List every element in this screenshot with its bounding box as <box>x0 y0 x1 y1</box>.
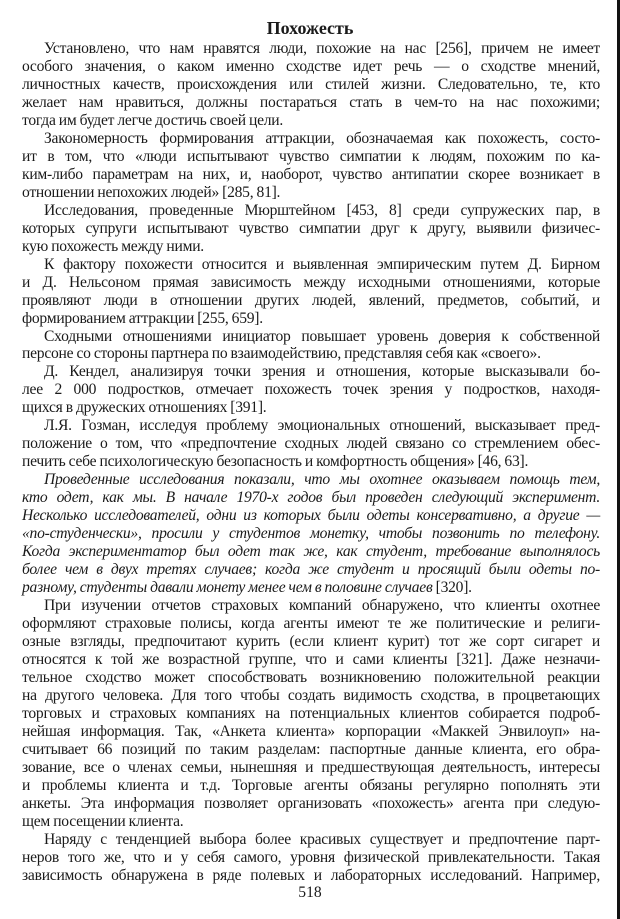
text-line <box>22 669 600 687</box>
line-text: Когда экспериментатор был одет так же, как студент, требование выполнялось <box>22 543 600 561</box>
text-line <box>22 166 600 184</box>
line-text: относятся к той же возрастной группе, что и сами клиенты [321]. Даже незначи- <box>22 650 600 668</box>
text-line <box>22 687 600 705</box>
text-line <box>22 220 600 238</box>
text-line <box>22 381 600 399</box>
text-line <box>22 705 600 723</box>
text-line <box>22 633 600 651</box>
paragraph <box>22 130 600 202</box>
text-line <box>22 130 600 148</box>
line-text: Установлено, что нам нравятся люди, похожие на нас [256], причем не имеет <box>44 40 600 57</box>
line-text: зование, все о членах семьи, нынешняя и предшествующая деятельность, интересы <box>22 758 600 776</box>
line-text: ит в том, что «люди испытывают чувство симпатии к людям, похожим по ка- <box>22 147 600 165</box>
line-text: ким-либо параметрам на них, и, наоборот, чувство антипатии скорее возникает в <box>22 165 600 183</box>
paragraph <box>22 202 600 256</box>
paragraph <box>22 597 600 831</box>
line-text: разному, студенты давали монету менее чем в половине случаев <box>22 579 433 597</box>
line-text: оформляют страховые полисы, когда агенты имеют те же политические и религи- <box>22 615 600 632</box>
text-line <box>22 849 600 867</box>
line-text: особого значения, о каком именно сходстве идет речь — о сходстве мнений, <box>22 57 600 75</box>
line-text: лее 2 000 подростков, отмечает похожесть точек зрения у подростков, находя- <box>22 381 600 399</box>
line-text: Несколько исследователей, одни из которых были одеты консервативно, а другие — <box>22 507 600 525</box>
section-title: Похожесть <box>266 18 354 38</box>
text-line <box>22 184 600 202</box>
line-text: личностных качеств, происхождения или стилей жизни. Следовательно, те, кто <box>22 75 600 93</box>
line-text: желает нам нравиться, должны постараться стать в чем-то на нас похожими; <box>22 93 600 111</box>
line-text: кто одет, как мы. В начале 1970-х годов был проведен следующий эксперимент. <box>22 489 600 507</box>
text-line <box>22 615 600 633</box>
line-text: торговых и страховых компаниях на потенциальных клиентов собирается подроб- <box>22 704 600 722</box>
text-line <box>22 831 600 849</box>
paragraph <box>22 417 600 471</box>
text-line <box>22 579 600 597</box>
text-line <box>22 651 600 669</box>
line-text: При изучении отчетов страховых компаний обнаружено, что клиенты охотнее <box>44 597 600 615</box>
text-line <box>22 813 600 831</box>
text-line <box>22 399 600 417</box>
body-text <box>22 40 600 885</box>
text-line <box>22 40 600 58</box>
line-text: тельное сходство может способствовать возникновению положительной реакции <box>22 668 600 686</box>
line-text: озные взгляды, предпочитают курить (если клиент курит) тот же сорт сигарет и <box>22 632 600 650</box>
text-line <box>22 417 600 435</box>
text-line <box>22 759 600 777</box>
line-text: неров того же, что и у себя самого, уровня физической привлекательности. Такая <box>22 848 600 866</box>
text-line <box>22 328 600 346</box>
paragraph <box>22 831 600 885</box>
text-line <box>22 292 600 310</box>
line-text: анкеты. Эта информация позволяет организовать «похожесть» агента при следую- <box>22 794 600 812</box>
text-line <box>22 58 600 76</box>
line-text: Наряду с тенденцией выбора более красивых существует и предпочтение парт- <box>44 830 600 848</box>
line-text: проявляют люди в отношении других людей, явлений, предметов, событий, и <box>22 291 600 309</box>
text-line <box>22 310 600 328</box>
paragraph <box>22 256 600 328</box>
line-text: положение о том, что «предпочтение сходных людей связано со стремлением обес- <box>22 435 600 453</box>
text-line <box>22 453 600 471</box>
text-line <box>22 741 600 759</box>
line-text: щем посещении клиента. <box>22 812 184 830</box>
line-text: на другого человека. Для того чтобы создать видимость сходства, в процветающих <box>22 686 600 704</box>
line-text: нейшая информация. Так, «Анкета клиента» корпорации «Маккей Энвилоуп» на- <box>22 722 600 740</box>
line-text: формированием аттракции [255, 659]. <box>22 309 263 327</box>
line-text: и проблемы клиента и т.д. Торговые агенты обязаны регулярно пополнять эти <box>22 776 600 794</box>
line-text: Исследования, проведенные Мюрштейном [453, 8] среди супружеских пар, в <box>44 201 600 219</box>
text-line <box>22 471 600 489</box>
text-line <box>22 202 600 220</box>
text-line <box>22 363 600 381</box>
line-text: отношении непохожих людей» [285, 81]. <box>22 183 281 201</box>
text-line <box>22 435 600 453</box>
text-line <box>22 76 600 94</box>
citation: [320]. <box>435 579 472 597</box>
text-line <box>22 525 600 543</box>
text-line <box>22 795 600 813</box>
text-line <box>22 274 600 292</box>
text-line <box>22 112 600 130</box>
line-text: Закономерность формирования аттракции, обозначаемая как похожесть, состо- <box>44 129 600 147</box>
line-text: которых супруги испытывают чувство симпатии друг к другу, выявили физичес- <box>22 219 600 237</box>
line-text: зависимость обнаружена в ряде полевых и лабораторных исследований. Например, <box>22 866 600 884</box>
line-text: К фактору похожести относится и выявленная эмпирическим путем Д. Бирном <box>44 255 600 273</box>
line-text: персоне со стороны партнера по взаимодействию, представляя себя как «своего». <box>22 345 541 363</box>
text-line <box>22 777 600 795</box>
line-text: более чем в двух третях случаев; когда же студент и просящий были одеты по- <box>22 561 600 579</box>
line-text: тогда им будет легче достичь своей цели. <box>22 111 284 129</box>
line-text: «по-студенчески», просили у студентов монетку, чтобы позвонить по телефону. <box>22 525 600 543</box>
text-line <box>22 867 600 885</box>
paragraph <box>22 328 600 364</box>
line-text: Сходными отношениями инициатор повышает уровень доверия к собственной <box>44 327 600 345</box>
line-text: считывает 66 позиций по таким разделам: паспортные данные клиента, его обра- <box>22 740 600 758</box>
line-text: Д. Кендел, анализируя точки зрения и отношения, которые высказывали бо- <box>44 363 600 381</box>
text-line <box>22 507 600 525</box>
text-line <box>22 597 600 615</box>
page-number: 518 <box>298 884 322 901</box>
line-text: кую похожесть между ними. <box>22 237 204 255</box>
text-line <box>22 94 600 112</box>
text-line <box>22 561 600 579</box>
paragraph <box>22 471 600 597</box>
text-line <box>22 238 600 256</box>
line-text: Проведенные исследования показали, что мы охотнее оказываем помощь тем, <box>44 471 600 489</box>
text-line <box>22 345 600 363</box>
line-text: Л.Я. Гозман, исследуя проблему эмоциональных отношений, высказывает пред- <box>44 417 600 435</box>
paragraph <box>22 40 600 130</box>
text-line <box>22 723 600 741</box>
line-text: щихся в дружеских отношениях [391]. <box>22 399 267 417</box>
text-line <box>22 543 600 561</box>
text-line <box>22 148 600 166</box>
line-text: и Д. Нельсоном прямая зависимость между исходными отношениями, которые <box>22 273 600 291</box>
text-line <box>22 489 600 507</box>
line-text: печить себе психологическую безопасность и комфортность общения» [46, 63]. <box>22 453 529 471</box>
text-line <box>22 256 600 274</box>
paragraph <box>22 363 600 417</box>
